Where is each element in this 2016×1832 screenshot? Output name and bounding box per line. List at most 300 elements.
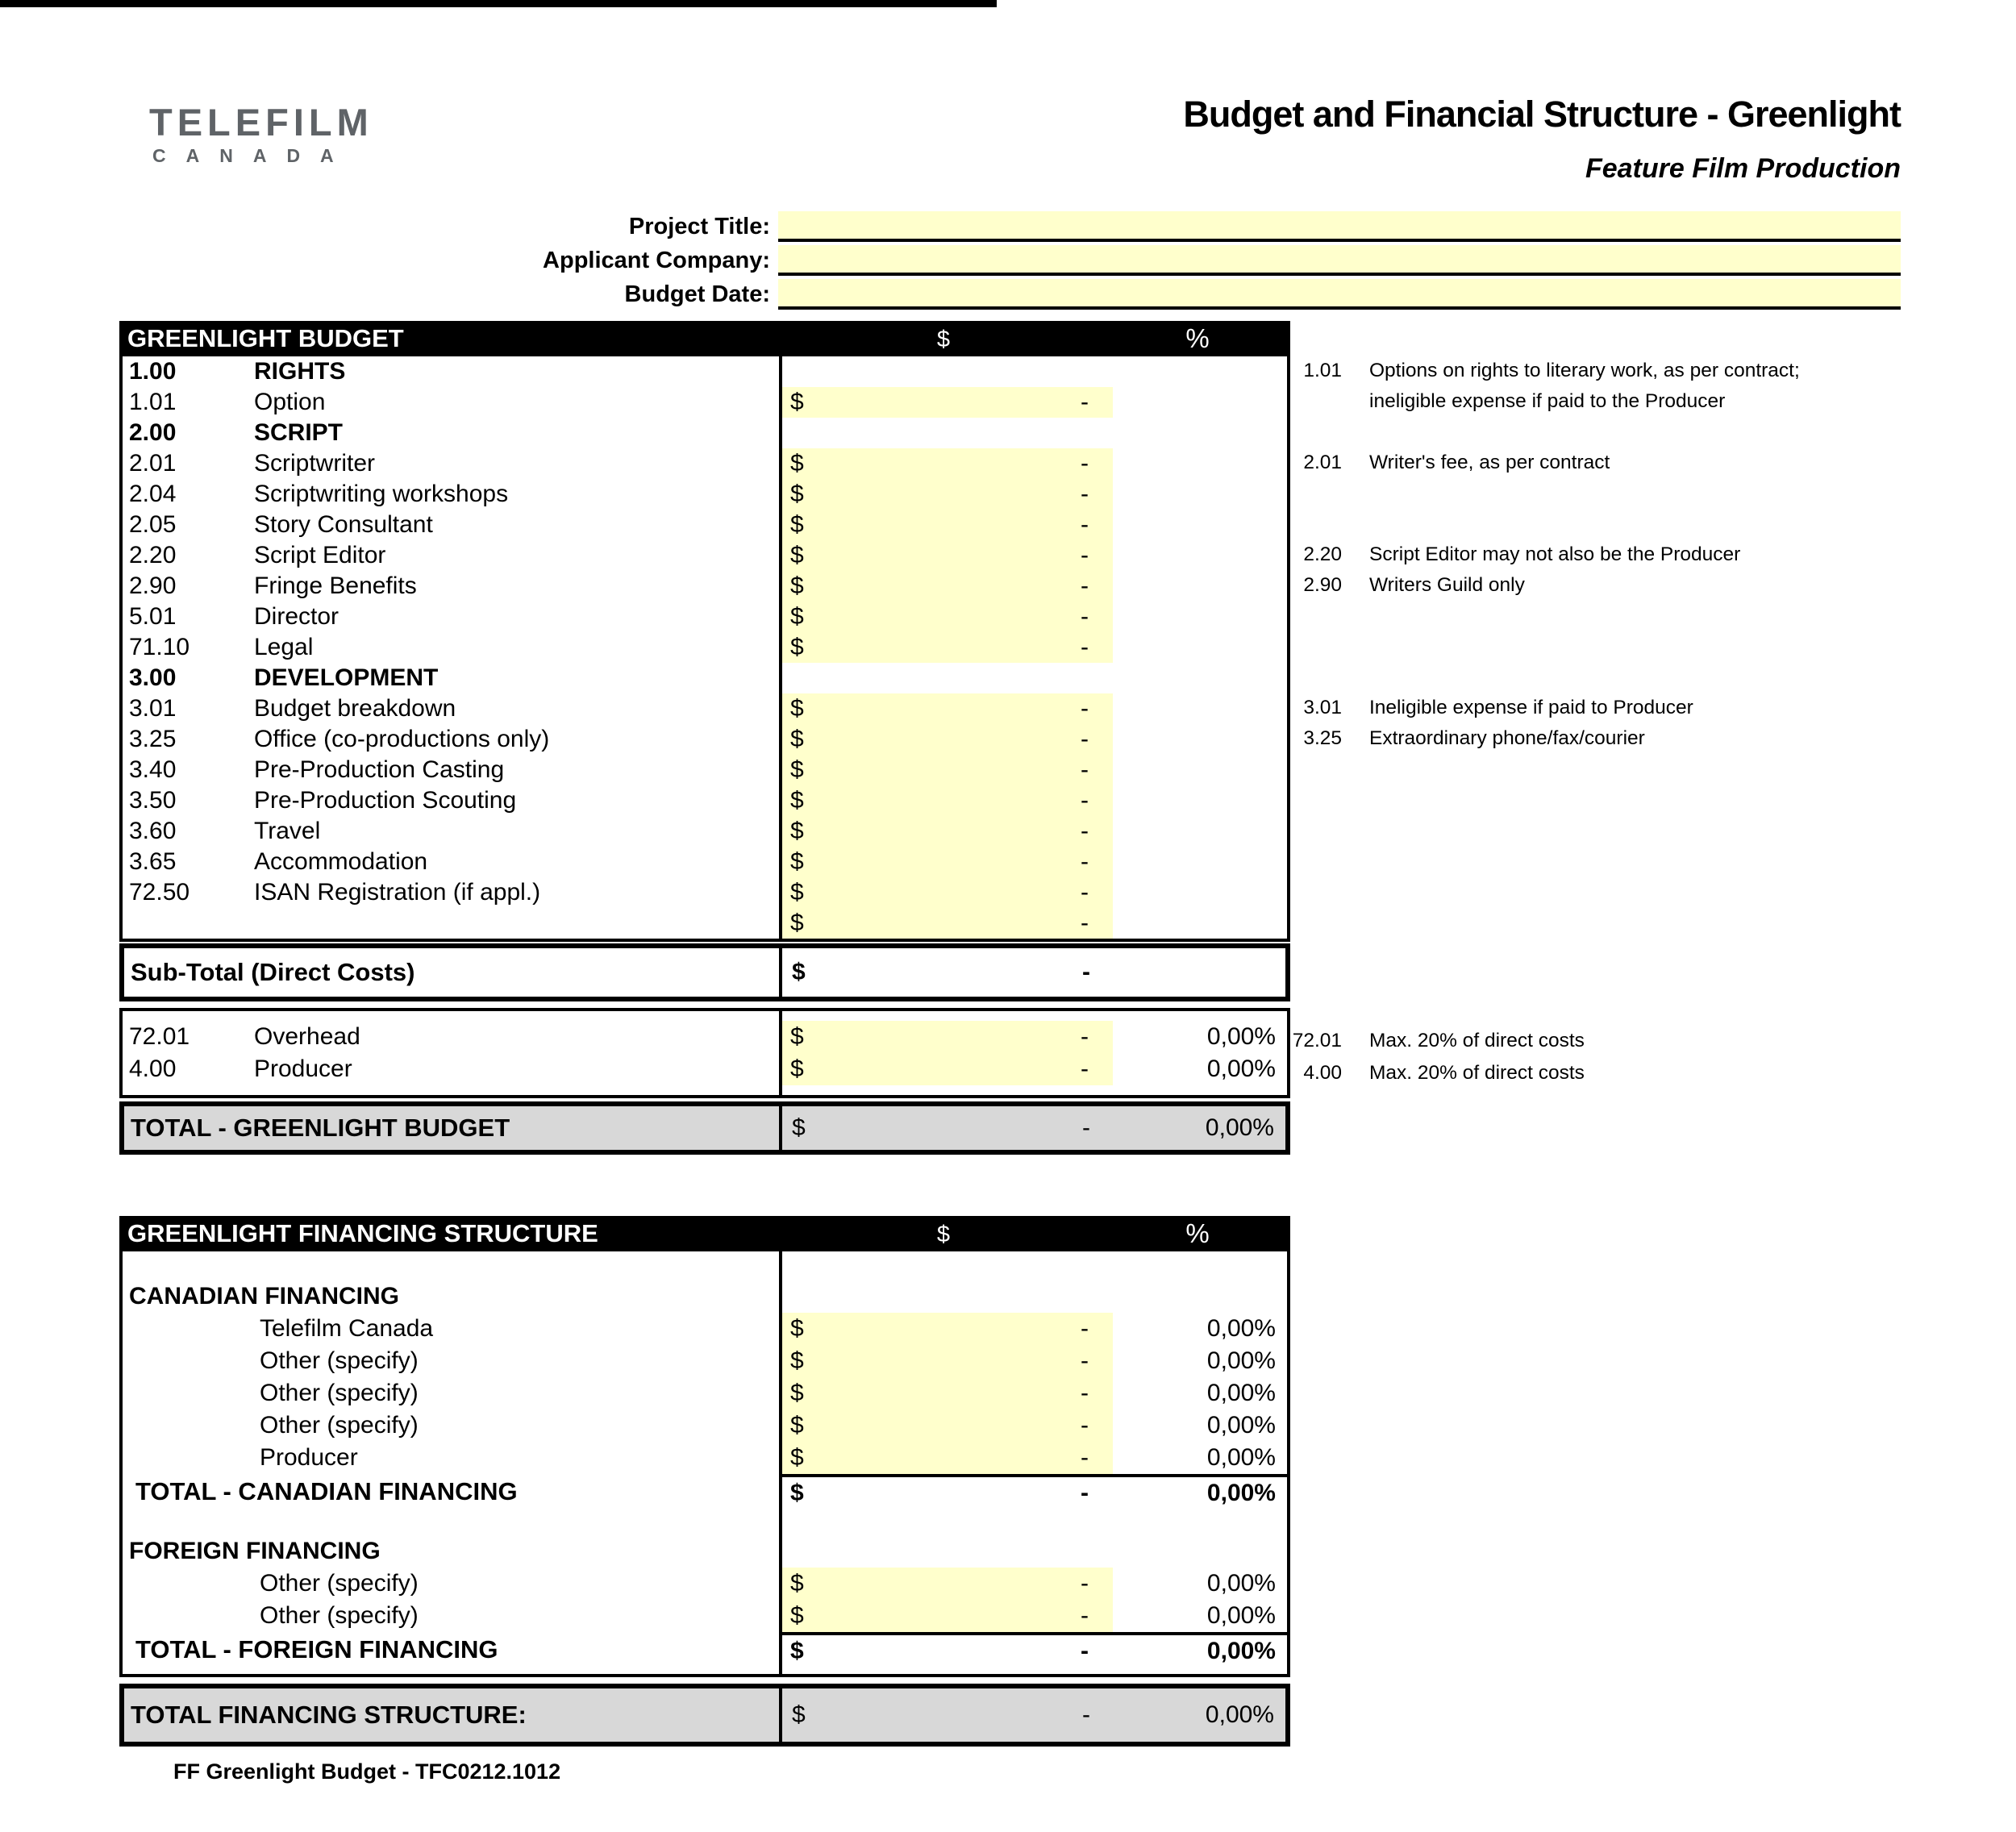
percent-cell <box>1113 540 1287 571</box>
value-column <box>782 755 1287 785</box>
description-cell <box>123 664 782 692</box>
amount-input-cell[interactable] <box>782 785 1113 816</box>
amount-value: - <box>1081 1055 1089 1082</box>
description-cell <box>123 603 782 631</box>
financing-table-title: GREENLIGHT FINANCING STRUCTURE <box>127 1219 598 1247</box>
amount-value: - <box>1081 695 1089 722</box>
amount-value: - <box>1081 848 1089 875</box>
description-cell <box>123 879 782 906</box>
spacer <box>123 1509 1287 1535</box>
amount-input-cell[interactable] <box>782 571 1113 602</box>
budget-item-row <box>123 632 1287 663</box>
row-number: 3.01 <box>129 695 177 722</box>
percent-cell: 0,00% <box>1206 1055 1276 1082</box>
amount-value: - <box>1081 879 1089 906</box>
row-number: 72.50 <box>129 879 190 906</box>
value-column <box>782 1053 1287 1085</box>
description-cell <box>123 1347 782 1375</box>
section-label: FOREIGN FINANCING <box>129 1538 381 1564</box>
note-number: 3.01 <box>1303 697 1342 718</box>
row-number: 3.65 <box>129 848 177 875</box>
amount-input-cell[interactable] <box>782 1053 1113 1085</box>
description-cell <box>123 1444 782 1472</box>
dollar-sign: $ <box>790 879 804 906</box>
total-amount-cell <box>782 1477 1113 1509</box>
row-label: Other (specify) <box>260 1380 419 1406</box>
amount-value: - <box>1081 389 1089 415</box>
note-3-25 <box>1289 725 1645 752</box>
greenlight-financing-table <box>119 1216 1290 1677</box>
row-label: RIGHTS <box>254 358 346 385</box>
row-number: 1.01 <box>129 389 177 415</box>
telefilm-canada-logo <box>149 103 373 165</box>
value-column <box>782 602 1287 632</box>
dollar-sign: $ <box>790 634 804 660</box>
grand-total-amount-cell <box>784 1688 1114 1742</box>
budget-item-row <box>123 1021 1287 1053</box>
amount-input-cell[interactable] <box>782 387 1113 418</box>
row-label: Director <box>254 603 339 630</box>
dollar-column-header: $ <box>936 327 951 352</box>
project-title-label: Project Title: <box>628 214 770 239</box>
budget-item-row <box>123 724 1287 755</box>
amount-value: - <box>1082 1114 1090 1141</box>
percent-cell: 0,00% <box>1206 1380 1276 1406</box>
row-number: 5.01 <box>129 603 177 630</box>
description-cell <box>123 450 782 477</box>
amount-input-cell[interactable] <box>782 908 1113 939</box>
project-title-row <box>0 211 1903 242</box>
value-column <box>782 1409 1287 1442</box>
amount-value: - <box>1081 756 1089 783</box>
row-number: 1.00 <box>129 358 177 385</box>
description-cell <box>123 358 782 385</box>
row-number: 4.00 <box>129 1055 177 1082</box>
row-label: Story Consultant <box>254 511 433 538</box>
value-column <box>782 1442 1287 1474</box>
column-divider <box>779 356 782 939</box>
dollar-sign: $ <box>790 481 804 507</box>
budget-date-label: Budget Date: <box>624 281 770 307</box>
note-number: 4.00 <box>1303 1062 1342 1084</box>
budget-date-input[interactable] <box>778 279 1901 310</box>
budget-table-header <box>119 321 1290 356</box>
note-text: Ineligible expense if paid to Producer <box>1369 697 1693 718</box>
row-number: 3.00 <box>129 664 177 691</box>
foreign-financing-section-row <box>123 1535 1287 1568</box>
percent-cell <box>1113 877 1287 908</box>
amount-value: - <box>1081 572 1089 599</box>
percent-cell <box>1113 724 1287 755</box>
note-text: Writers Guild only <box>1369 574 1525 596</box>
amount-value: - <box>1081 603 1089 630</box>
row-number: 71.10 <box>129 634 190 660</box>
financing-item-row <box>123 1345 1287 1377</box>
dollar-sign: $ <box>790 542 804 568</box>
percent-cell <box>1113 510 1287 540</box>
amount-input-cell[interactable] <box>782 1442 1113 1474</box>
project-title-input[interactable] <box>778 211 1901 242</box>
row-label: Accommodation <box>254 848 428 875</box>
grand-total-percent-cell: 0,00% <box>1205 1701 1274 1728</box>
budget-total-label: TOTAL - GREENLIGHT BUDGET <box>131 1114 510 1142</box>
row-label: Legal <box>254 634 314 660</box>
dollar-sign: $ <box>790 910 804 936</box>
row-number: 3.40 <box>129 756 177 783</box>
row-number: 3.50 <box>129 787 177 814</box>
description-cell <box>123 542 782 569</box>
amount-input-cell[interactable] <box>782 632 1113 663</box>
budget-item-row <box>123 908 1287 939</box>
amount-input-cell[interactable] <box>782 448 1113 479</box>
subtotal-amount-cell <box>784 948 1114 997</box>
budget-item-row <box>123 602 1287 632</box>
dollar-sign: $ <box>790 726 804 752</box>
applicant-company-label: Applicant Company: <box>543 248 770 273</box>
column-divider <box>779 948 782 997</box>
row-label: Producer <box>254 1055 352 1082</box>
dollar-column-header: $ <box>936 1222 951 1247</box>
percent-cell: 0,00% <box>1206 1444 1276 1471</box>
value-column <box>782 448 1287 479</box>
note-number: 3.25 <box>1303 727 1342 749</box>
percent-cell <box>1113 908 1287 939</box>
percent-column-header: % <box>1185 1218 1210 1248</box>
document-title: Budget and Financial Structure - Greenlight <box>1183 94 1901 135</box>
amount-value: - <box>1082 1701 1090 1728</box>
value-column <box>782 632 1287 663</box>
description-cell <box>123 848 782 876</box>
row-label: Scriptwriting workshops <box>254 481 509 507</box>
amount-input-cell[interactable] <box>782 877 1113 908</box>
dollar-sign: $ <box>790 1315 804 1342</box>
note-number: 2.01 <box>1303 452 1342 473</box>
dollar-sign: $ <box>790 1570 804 1597</box>
amount-value: - <box>1082 959 1090 985</box>
row-label: DEVELOPMENT <box>254 664 439 691</box>
percent-cell <box>1113 755 1287 785</box>
spacer <box>123 1668 1287 1674</box>
description-cell <box>123 695 782 722</box>
description-cell <box>123 787 782 814</box>
document-subtitle: Feature Film Production <box>1585 153 1901 184</box>
amount-input-cell[interactable] <box>782 847 1113 877</box>
description-cell <box>123 572 782 600</box>
note-text: Writer's fee, as per contract <box>1369 452 1610 473</box>
top-edge-artifact <box>0 0 997 7</box>
logo-country: CANADA <box>152 145 354 166</box>
value-column <box>782 1313 1287 1345</box>
column-divider <box>779 1106 782 1150</box>
budget-item-row <box>123 693 1287 724</box>
percent-cell <box>1113 816 1287 847</box>
row-label: Option <box>254 389 326 415</box>
description-cell <box>123 1602 782 1630</box>
spacer <box>123 1251 1287 1280</box>
amount-value: - <box>1081 1444 1089 1471</box>
total-amount-cell <box>782 1635 1113 1668</box>
value-column <box>782 356 1287 387</box>
note-3-01 <box>1289 694 1693 722</box>
dollar-sign: $ <box>792 959 806 985</box>
grand-total-label: TOTAL FINANCING STRUCTURE: <box>131 1701 527 1729</box>
total-financing-structure-row <box>119 1684 1290 1747</box>
dollar-sign: $ <box>790 389 804 415</box>
description-cell <box>123 1412 782 1439</box>
value-column <box>782 1377 1287 1409</box>
amount-input-cell[interactable] <box>782 1409 1113 1442</box>
budget-item-row <box>123 387 1287 418</box>
dollar-sign: $ <box>792 1114 806 1141</box>
amount-value: - <box>1081 1315 1089 1342</box>
footer-form-code: FF Greenlight Budget - TFC0212.1012 <box>173 1759 561 1784</box>
amount-value: - <box>1081 481 1089 507</box>
dollar-sign: $ <box>790 1602 804 1629</box>
logo-wordmark: TELEFILM <box>149 101 373 144</box>
dollar-sign: $ <box>790 572 804 599</box>
percent-cell <box>1113 448 1287 479</box>
amount-value: - <box>1081 1602 1089 1629</box>
note-number: 1.01 <box>1303 360 1342 381</box>
subtotal-label: Sub-Total (Direct Costs) <box>131 958 415 986</box>
amount-value: - <box>1081 1380 1089 1406</box>
budget-section-row <box>123 418 1287 448</box>
financing-table-body <box>119 1251 1290 1677</box>
note-1-01-line2 <box>1289 388 1725 415</box>
percent-cell: 0,00% <box>1206 1315 1276 1342</box>
row-label: Other (specify) <box>260 1412 419 1439</box>
row-label: Other (specify) <box>260 1570 419 1597</box>
value-column <box>782 877 1287 908</box>
description-cell <box>123 726 782 753</box>
percent-cell: 0,00% <box>1206 1602 1276 1629</box>
row-label: ISAN Registration (if appl.) <box>254 879 541 906</box>
percent-cell: 0,00% <box>1206 1023 1276 1050</box>
budget-section-row <box>123 356 1287 387</box>
percent-cell <box>1113 602 1287 632</box>
description-cell <box>123 1315 782 1343</box>
note-text: ineligible expense if paid to the Producer <box>1369 390 1726 412</box>
description-cell <box>123 756 782 784</box>
budget-section-row <box>123 663 1287 693</box>
amount-value: - <box>1081 542 1089 568</box>
value-column <box>782 510 1287 540</box>
amount-value: - <box>1081 787 1089 814</box>
percent-cell: 0,00% <box>1206 1412 1276 1439</box>
row-number: 2.90 <box>129 572 177 599</box>
percent-column-header: % <box>1185 323 1210 353</box>
financing-item-row <box>123 1600 1287 1632</box>
note-text: Extraordinary phone/fax/courier <box>1369 727 1645 749</box>
amount-input-cell[interactable] <box>782 693 1113 724</box>
percent-cell <box>1113 693 1287 724</box>
amount-value: - <box>1081 1412 1089 1439</box>
amount-input-cell[interactable] <box>782 479 1113 510</box>
financing-item-row <box>123 1442 1287 1474</box>
row-number: 72.01 <box>129 1023 190 1050</box>
note-number: 2.90 <box>1303 574 1342 596</box>
column-divider <box>779 1011 782 1095</box>
amount-input-cell[interactable] <box>782 755 1113 785</box>
amount-value: - <box>1081 910 1089 936</box>
note-72-01 <box>1289 1027 1585 1055</box>
amount-input-cell[interactable] <box>782 1600 1113 1632</box>
column-divider <box>779 1688 782 1742</box>
dollar-sign: $ <box>790 1412 804 1439</box>
budget-item-row <box>123 1053 1287 1085</box>
total-canadian-financing-row <box>123 1474 1287 1509</box>
financing-item-row <box>123 1313 1287 1345</box>
dollar-sign: $ <box>790 1347 804 1374</box>
row-number: 3.60 <box>129 818 177 844</box>
amount-value: - <box>1081 634 1089 660</box>
dollar-sign: $ <box>790 450 804 477</box>
dollar-sign: $ <box>790 1480 804 1506</box>
percent-cell <box>1113 785 1287 816</box>
amount-input-cell[interactable] <box>782 1313 1113 1345</box>
amount-value: - <box>1081 818 1089 844</box>
note-2-01 <box>1289 449 1610 477</box>
row-label: Other (specify) <box>260 1602 419 1629</box>
row-label: Other (specify) <box>260 1347 419 1374</box>
amount-value: - <box>1081 1347 1089 1374</box>
budget-item-row <box>123 510 1287 540</box>
value-column <box>782 816 1287 847</box>
applicant-company-input[interactable] <box>778 245 1901 276</box>
amount-value: - <box>1081 450 1089 477</box>
dollar-sign: $ <box>790 1444 804 1471</box>
percent-cell <box>1113 571 1287 602</box>
value-column <box>782 1600 1287 1632</box>
amount-input-cell[interactable] <box>782 724 1113 755</box>
row-number: 3.25 <box>129 726 177 752</box>
row-label: Travel <box>254 818 321 844</box>
dollar-sign: $ <box>790 756 804 783</box>
row-label: Pre-Production Scouting <box>254 787 517 814</box>
dollar-sign: $ <box>790 695 804 722</box>
subtotal-direct-costs-row <box>119 943 1290 1001</box>
percent-cell <box>1113 847 1287 877</box>
note-1-01-line1 <box>1289 357 1800 385</box>
value-column <box>782 847 1287 877</box>
amount-value: - <box>1081 1638 1089 1664</box>
dollar-sign: $ <box>790 787 804 814</box>
total-label: TOTAL - FOREIGN FINANCING <box>135 1635 498 1663</box>
row-label: Script Editor <box>254 542 386 568</box>
amount-value: - <box>1081 1023 1089 1050</box>
value-column <box>782 418 1287 448</box>
note-2-90 <box>1289 572 1525 599</box>
row-label: Budget breakdown <box>254 695 456 722</box>
dollar-sign: $ <box>790 1380 804 1406</box>
budget-total-amount-cell <box>784 1106 1114 1150</box>
value-column <box>782 1021 1287 1053</box>
row-label: Telefilm Canada <box>260 1315 434 1342</box>
financing-item-row <box>123 1409 1287 1442</box>
row-number: 2.00 <box>129 419 177 446</box>
dollar-sign: $ <box>790 1055 804 1082</box>
amount-value: - <box>1081 726 1089 752</box>
dollar-sign: $ <box>790 511 804 538</box>
financing-table-header <box>119 1216 1290 1251</box>
amount-input-cell[interactable] <box>782 816 1113 847</box>
value-column <box>782 785 1287 816</box>
description-cell <box>123 481 782 508</box>
value-column <box>782 1568 1287 1600</box>
note-text: Max. 20% of direct costs <box>1369 1062 1585 1084</box>
description-cell <box>123 818 782 845</box>
description-cell <box>123 1023 782 1051</box>
description-cell <box>123 634 782 661</box>
total-percent-cell: 0,00% <box>1206 1480 1276 1506</box>
note-text: Max. 20% of direct costs <box>1369 1030 1585 1051</box>
applicant-company-row <box>0 245 1903 276</box>
amount-value: - <box>1081 1480 1089 1506</box>
description-cell <box>123 419 782 447</box>
description-cell <box>123 1570 782 1597</box>
note-4-00 <box>1289 1060 1585 1087</box>
value-column <box>782 479 1287 510</box>
row-number: 2.05 <box>129 511 177 538</box>
value-column <box>782 908 1287 939</box>
amount-input-cell[interactable] <box>782 602 1113 632</box>
description-cell <box>123 1055 782 1083</box>
value-column <box>782 724 1287 755</box>
dollar-sign: $ <box>790 1023 804 1050</box>
value-column <box>782 663 1287 693</box>
budget-table-body <box>119 356 1290 942</box>
amount-input-cell[interactable] <box>782 1377 1113 1409</box>
value-column <box>782 540 1287 571</box>
amount-value: - <box>1081 1570 1089 1597</box>
note-text: Script Editor may not also be the Producer <box>1369 543 1741 565</box>
row-label: Overhead <box>254 1023 360 1050</box>
budget-item-row <box>123 571 1287 602</box>
dollar-sign: $ <box>790 603 804 630</box>
description-cell <box>123 1380 782 1407</box>
budget-item-row <box>123 448 1287 479</box>
row-label: Scriptwriter <box>254 450 376 477</box>
amount-input-cell[interactable] <box>782 540 1113 571</box>
note-number: 72.01 <box>1292 1030 1342 1051</box>
dollar-sign: $ <box>790 848 804 875</box>
amount-input-cell[interactable] <box>782 1021 1113 1053</box>
description-cell <box>123 389 782 416</box>
note-text: Options on rights to literary work, as per contract; <box>1369 360 1800 381</box>
row-label: Pre-Production Casting <box>254 756 505 783</box>
overhead-producer-box <box>119 1008 1290 1098</box>
description-cell <box>123 511 782 539</box>
row-label: Producer <box>260 1444 358 1471</box>
note-number: 2.20 <box>1303 543 1342 565</box>
budget-item-row <box>123 755 1287 785</box>
subtotal-percent-cell <box>1114 948 1285 997</box>
budget-table-title: GREENLIGHT BUDGET <box>127 324 404 352</box>
financing-item-row <box>123 1568 1287 1600</box>
budget-item-row <box>123 877 1287 908</box>
amount-input-cell[interactable] <box>782 1568 1113 1600</box>
amount-input-cell[interactable] <box>782 1345 1113 1377</box>
budget-date-row <box>0 279 1903 310</box>
percent-cell <box>1113 479 1287 510</box>
amount-input-cell[interactable] <box>782 510 1113 540</box>
percent-cell <box>1113 387 1287 418</box>
row-number: 2.04 <box>129 481 177 507</box>
total-percent-cell: 0,00% <box>1206 1638 1276 1664</box>
budget-item-row <box>123 540 1287 571</box>
budget-item-row <box>123 816 1287 847</box>
dollar-sign: $ <box>790 818 804 844</box>
